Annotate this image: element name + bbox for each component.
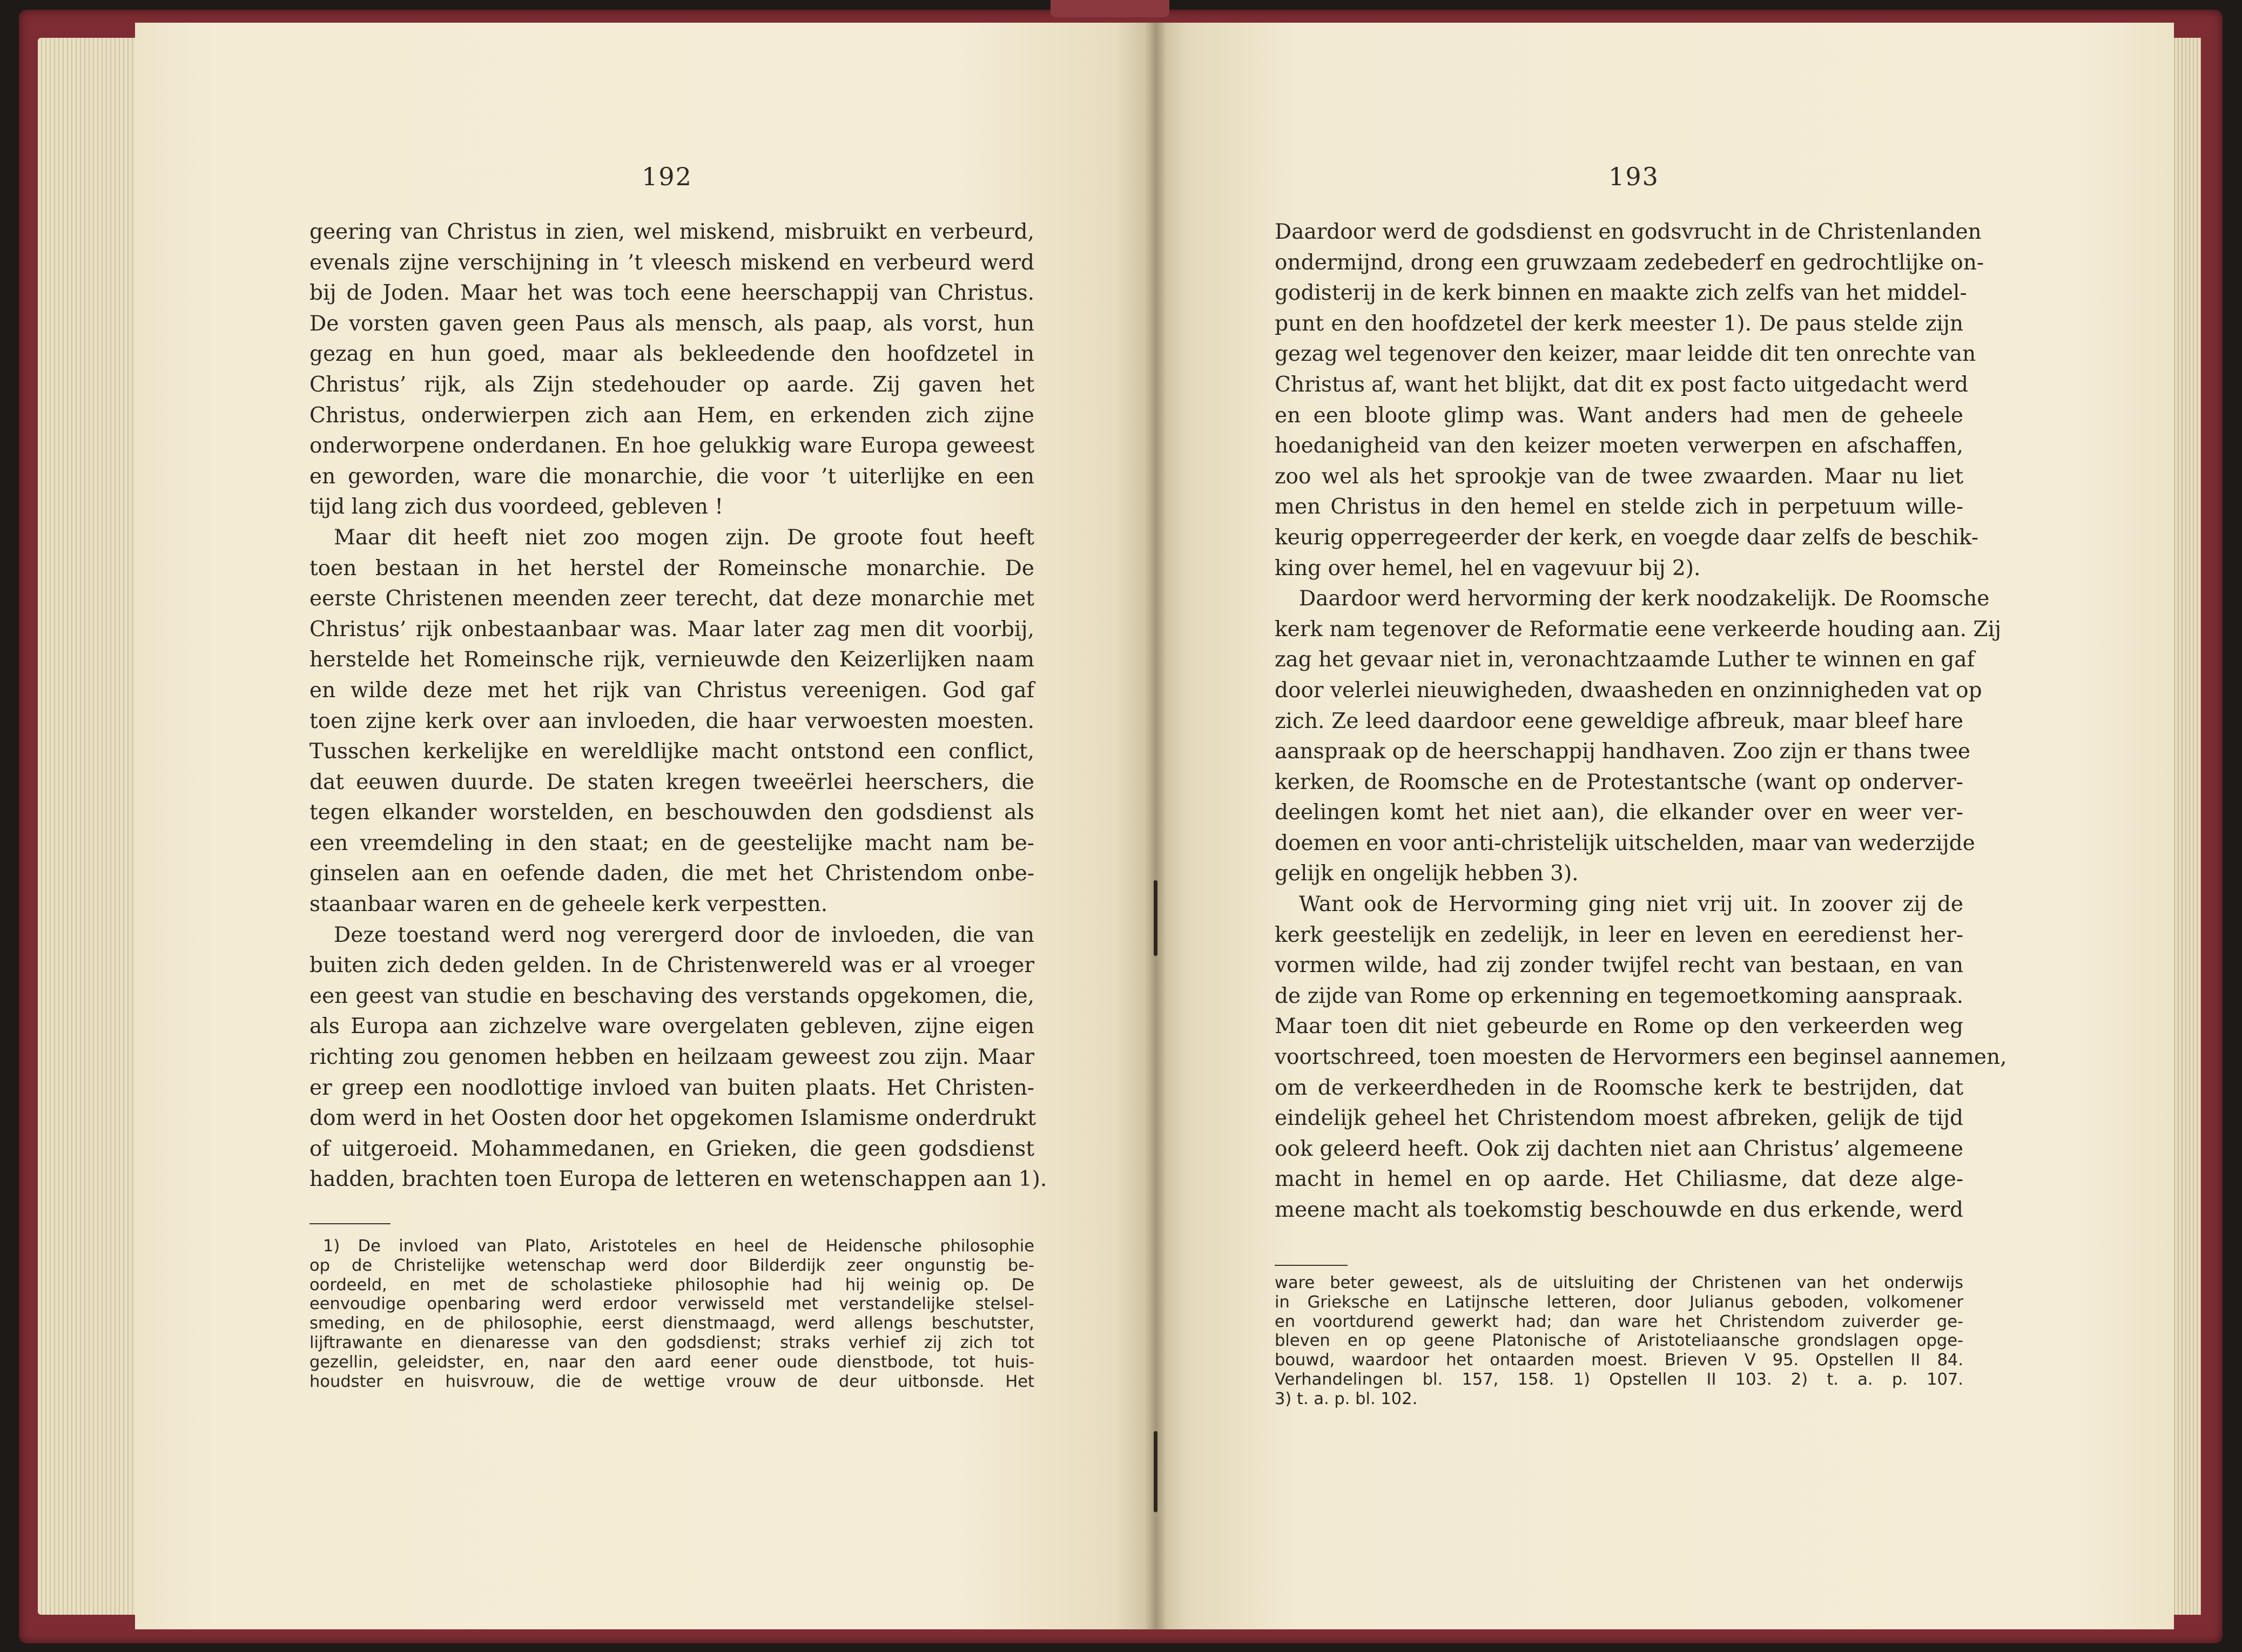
text-line: zoo wel als het sprookje van de twee zwaarden. Maar nu liet <box>1275 464 1963 489</box>
bookmark-ribbon <box>1051 0 1169 17</box>
text-line: de zijde van Rome op erkenning en tegemoetkoming aanspraak. <box>1275 983 1963 1008</box>
text-line: buiten zich deden gelden. In de Christenwereld was er al vroeger <box>309 953 1034 978</box>
text-line: Christus, onderwierpen zich aan Hem, en erkenden zich zijne <box>309 403 1034 428</box>
binding-thread <box>1154 880 1157 956</box>
footnote-line: lijftrawante en dienaresse van den godsdienst; straks verhief zij zich tot <box>309 1333 1034 1352</box>
text-line: Maar toen dit niet gebeurde en Rome op den verkeerden weg <box>1275 1014 1963 1039</box>
text-line: Christus’ rijk onbestaanbaar was. Maar later zag men dit voorbij, <box>309 617 1034 642</box>
text-line: eerste Christenen meenden zeer terecht, dat deze monarchie met <box>309 586 1034 611</box>
page-number-left: 192 <box>642 162 692 191</box>
text-line: zag het gevaar niet in, veronachtzaamde Luther te winnen en gaf <box>1275 648 1975 672</box>
footnote-line: 1) De invloed van Plato, Aristoteles en heel de Heidensche philosophie <box>323 1237 1034 1256</box>
footnote-line: op de Christelijke wetenschap werd door Bilderdijk zeer ongunstig be- <box>309 1256 1034 1275</box>
text-line: of uitgeroeid. Mohammedanen, en Grieken, die geen godsdienst <box>309 1136 1034 1161</box>
text-line: toen zijne kerk over aan invloeden, die haar verwoesten moesten. <box>309 709 1034 733</box>
text-line: aanspraak op de heerschappij handhaven. Zoo zijn er thans twee <box>1275 739 1970 764</box>
text-line: Christus af, want het blijkt, dat dit ex post facto uitgedacht werd <box>1275 372 1969 397</box>
text-line: gezag wel tegenover den keizer, maar leidde dit ten onrechte van <box>1275 342 1976 367</box>
text-line: en geworden, ware die monarchie, die voor ’t uiterlijke en een <box>309 464 1034 489</box>
text-line: als Europa aan zichzelve ware overgelaten gebleven, zijne eigen <box>309 1014 1034 1039</box>
text-line: doemen en voor anti-christelijk uitschelden, maar van wederzijde <box>1275 831 1975 855</box>
footnote-line: en voortdurend gewerkt had; dan ware het Christendom zuiverder ge- <box>1275 1312 1963 1331</box>
binding-thread <box>1154 1431 1157 1512</box>
text-line: macht in hemel en op aarde. Het Chiliasme, dat deze alge- <box>1275 1167 1963 1192</box>
footnote-rule-left <box>309 1223 391 1224</box>
text-line: door velerlei nieuwigheden, dwaasheden en onzinnigheden vat op <box>1275 678 1982 703</box>
text-line: men Christus in den hemel en stelde zich in perpetuum wille- <box>1275 495 1963 520</box>
text-line: en wilde deze met het rijk van Christus vereenigen. God gaf <box>309 678 1034 703</box>
text-line: punt en den hoofdzetel der kerk meester 1). De paus stelde zijn <box>1275 311 1963 336</box>
footnote-line: smeding, en de philosophie, eerst dienstmaagd, werd allengs beschutster, <box>309 1314 1034 1333</box>
footnote-line: bleven en op geene Platonische of Aristoteliaansche grondslagen opge- <box>1275 1331 1963 1351</box>
text-line: gelijk en ongelijk hebben 3). <box>1275 861 1579 886</box>
text-line: kerk nam tegenover de Reformatie eene verkeerde houding aan. Zij <box>1275 617 2002 642</box>
text-line: ginselen aan en oefende daden, die met het Christendom onbe- <box>309 861 1034 886</box>
text-line: Daardoor werd de godsdienst en godsvrucht in de Christenlanden <box>1275 220 1982 244</box>
text-line: godisterij in de kerk binnen en maakte zich zelfs van het middel- <box>1275 281 1967 306</box>
footnote-line: Verhandelingen bl. 157, 158. 1) Opstellen II 103. 2) t. a. p. 107. <box>1275 1370 1963 1389</box>
text-line: geering van Christus in zien, wel miskend, misbruikt en verbeurd, <box>309 220 1034 244</box>
text-line: tegen elkander worstelden, en beschouwden den godsdienst als <box>309 800 1034 825</box>
text-line: Maar dit heeft niet zoo mogen zijn. De groote fout heeft <box>334 525 1034 550</box>
page-number-right: 193 <box>1608 162 1659 191</box>
text-line: voortschreed, toen moesten de Hervormers een beginsel aannemen, <box>1275 1045 2007 1070</box>
footnote-line: ware beter geweest, als de uitsluiting der Christenen van het onderwijs <box>1275 1273 1963 1292</box>
footnote-rule-right <box>1275 1265 1348 1266</box>
footnote-line: oordeeld, en met de scholastieke philosophie had hij weinig op. De <box>309 1275 1034 1294</box>
text-line: toen bestaan in het herstel der Romeinsche monarchie. De <box>309 556 1034 581</box>
text-line: een geest van studie en beschaving des verstands opgekomen, die, <box>309 983 1034 1008</box>
page-edges-right <box>2171 38 2201 1615</box>
text-line: evenals zijne verschijning in ’t vleesch miskend en verbeurd werd <box>309 250 1034 275</box>
right-body-text <box>1275 217 2007 1226</box>
right-footnotes <box>1275 1273 1963 1409</box>
text-line: er greep een noodlottige invloed van buiten plaats. Het Christen- <box>309 1075 1034 1100</box>
text-line: bij de Joden. Maar het was toch eene heerschappij van Christus. <box>309 281 1034 306</box>
text-line: dom werd in het Oosten door het opgekomen Islamisme onderdrukt <box>309 1106 1036 1131</box>
text-line: zich. Ze leed daardoor eene geweldige afbreuk, maar bleef hare <box>1275 709 1963 733</box>
text-line: herstelde het Romeinsche rijk, vernieuwde den Keizerlijken naam <box>309 648 1034 672</box>
text-line: vormen wilde, had zij zonder twijfel recht van bestaan, en van <box>1275 953 1963 978</box>
text-line: hoedanigheid van den keizer moeten verwerpen en afschaffen, <box>1275 434 1963 458</box>
gutter-shadow <box>1145 23 1167 1629</box>
text-line: staanbaar waren en de geheele kerk verpestten. <box>309 892 828 917</box>
text-line: king over hemel, hel en vagevuur bij 2). <box>1275 556 1701 581</box>
text-line: en een bloote glimp was. Want anders had men de geheele <box>1275 403 1963 428</box>
text-line: om de verkeerdheden in de Roomsche kerk te bestrijden, dat <box>1275 1075 1963 1100</box>
left-footnotes <box>309 1237 1034 1391</box>
text-line: meene macht als toekomstig beschouwde en dus erkende, werd <box>1275 1198 1963 1222</box>
text-line: ondermijnd, drong een gruwzaam zedebederf en gedrochtlijke on- <box>1275 250 1984 275</box>
text-line: deelingen komt het niet aan), die elkander over en weer ver- <box>1275 800 1963 825</box>
text-line: Tusschen kerkelijke en wereldlijke macht ontstond een conflict, <box>309 739 1034 764</box>
text-line: Christus’ rijk, als Zijn stedehouder op aarde. Zij gaven het <box>309 372 1034 397</box>
text-line: eindelijk geheel het Christendom moest afbreken, gelijk de tijd <box>1275 1106 1963 1131</box>
text-line: een vreemdeling in den staat; en de geestelijke macht nam be- <box>309 831 1034 855</box>
text-line: Want ook de Hervorming ging niet vrij uit. In zoover zij de <box>1299 892 1963 917</box>
footnote-line: 3) t. a. p. bl. 102. <box>1275 1389 1418 1408</box>
text-line: De vorsten gaven geen Paus als mensch, als paap, als vorst, hun <box>309 311 1034 336</box>
text-line: onderworpene onderdanen. En hoe gelukkig ware Europa geweest <box>309 434 1034 458</box>
text-line: hadden, brachten toen Europa de letteren en wetenschappen aan 1). <box>309 1167 1047 1192</box>
text-line: richting zou genomen hebben en heilzaam geweest zou zijn. Maar <box>309 1045 1034 1070</box>
text-line: Deze toestand werd nog verergerd door de invloeden, die van <box>334 922 1034 947</box>
page-edges-left <box>38 38 140 1615</box>
footnote-line: in Grieksche en Latijnsche letteren, door Julianus geboden, volkomener <box>1275 1292 1963 1312</box>
footnote-line: houdster en huisvrouw, die de wettige vrouw de deur uitbonsde. Het <box>309 1372 1034 1391</box>
footnote-line: bouwd, waardoor het ontaarden moest. Brieven V 95. Opstellen II 84. <box>1275 1351 1963 1370</box>
text-line: kerken, de Roomsche en de Protestantsche (want op onderver- <box>1275 770 1963 794</box>
text-line: Daardoor werd hervorming der kerk noodzakelijk. De Roomsche <box>1299 586 1990 611</box>
text-line: gezag en hun goed, maar als bekleedende den hoofdzetel in <box>309 342 1034 367</box>
footnote-line: eenvoudige openbaring werd erdoor verwisseld met verstandelijke stelsel- <box>309 1294 1034 1314</box>
text-line: tijd lang zich dus voordeed, gebleven ! <box>309 495 724 520</box>
left-body-text <box>309 217 1047 1195</box>
text-line: keurig opperregeerder der kerk, en voegde daar zelfs de beschik- <box>1275 525 1978 550</box>
text-line: kerk geestelijk en zedelijk, in leer en leven en eeredienst her- <box>1275 922 1963 947</box>
text-line: ook geleerd heeft. Ook zij dachten niet aan Christus’ algemeene <box>1275 1136 1963 1161</box>
footnote-line: gezellin, geleidster, en, naar den aard eener oude dienstbode, tot huis- <box>309 1352 1034 1372</box>
text-line: dat eeuwen duurde. De staten kregen tweeërlei heerschers, die <box>309 770 1034 794</box>
